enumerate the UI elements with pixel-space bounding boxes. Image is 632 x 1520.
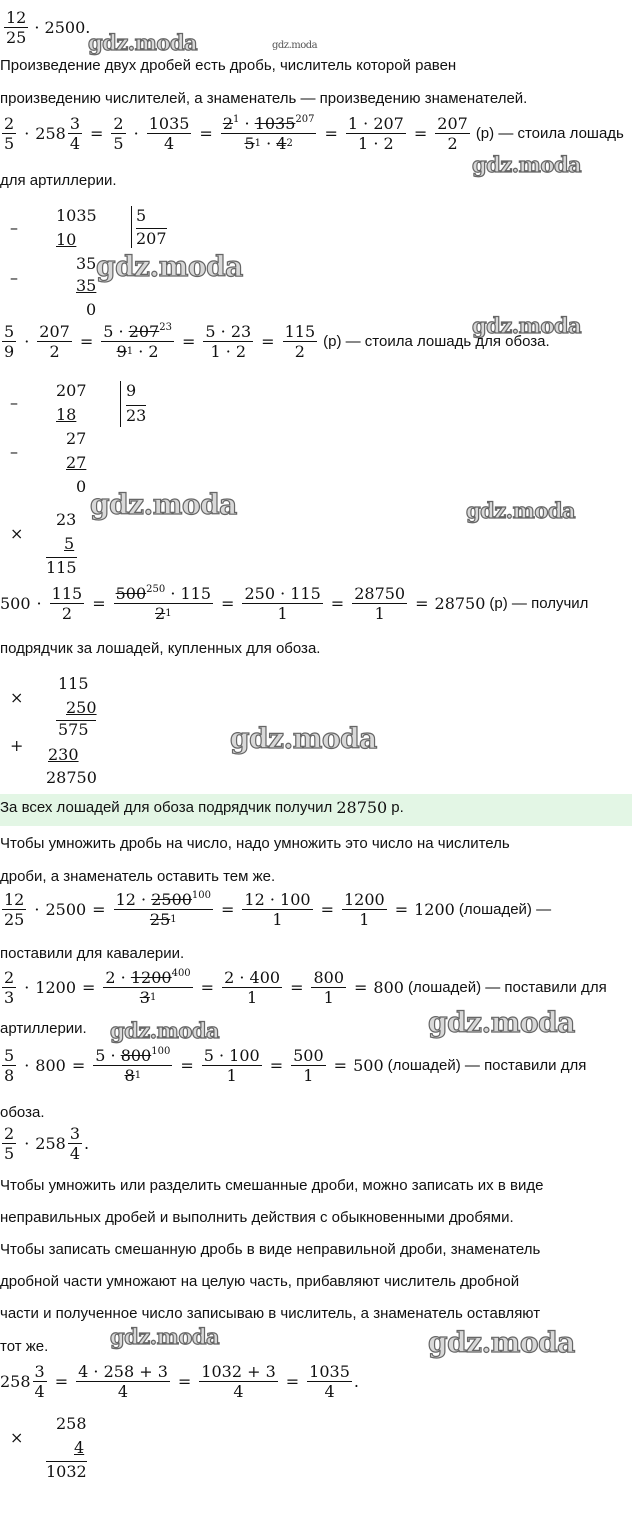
rule-text: неправильных дробей и выполнить действия с обыкновенными дробями. <box>0 1209 514 1226</box>
factor: 250 <box>66 698 97 717</box>
subtrahend: 35 <box>76 276 97 295</box>
cont-text: обоза. <box>0 1104 45 1121</box>
watermark: gdz.moda <box>88 30 198 55</box>
rule-text: части и полученное число записываю в числитель, а знаменатель оставляют <box>0 1305 541 1322</box>
rule-text: Чтобы умножить или разделить смешанные дроби, можно записать их в виде <box>0 1177 544 1194</box>
dividend: 207 <box>56 381 87 400</box>
subtrahend: 27 <box>66 453 87 472</box>
remainder: 0 <box>76 477 87 496</box>
quotient: 23 <box>126 406 147 425</box>
remainder: 35 <box>76 254 97 273</box>
cont-text: артиллерии. <box>0 1020 87 1037</box>
partial-product: 230 <box>48 745 79 764</box>
factor: 258 <box>56 1414 87 1433</box>
product: 1032 <box>46 1462 87 1481</box>
rule-line <box>56 720 96 721</box>
subtrahend: 18 <box>56 405 77 424</box>
factor: 115 <box>58 674 89 693</box>
divisor: 9 <box>126 381 137 400</box>
rule-text: Произведение двух дробей есть дробь, числитель которой равен <box>0 57 457 74</box>
product: 115 <box>46 558 77 577</box>
remainder: 27 <box>66 429 87 448</box>
watermark: gdz.moda <box>428 1006 575 1039</box>
watermark: gdz.moda <box>472 313 582 338</box>
product: 28750 <box>46 768 97 787</box>
equation-mixed-to-improper: 258 $\frac{3}{4}$ = $\frac{4 \cdot 258 + 3}{4}$ = $\frac{1032 + 3}{4}$ = $\frac{1035}{4}$ . <box>0 1362 359 1401</box>
equation-contractor: 500 · $\frac{115}{2}$ = $\frac{500^{250} \cdot 115}{21}$ = $\frac{250 \cdot 115}{1}$ = $\frac{28750}{1}$ = 28750 (р) — получил <box>0 584 589 623</box>
rule-text: Чтобы умножить дробь на число, надо умножить это число на числитель <box>0 835 510 852</box>
factor: 23 <box>56 510 77 529</box>
quotient: 207 <box>136 229 167 248</box>
partial-product: 575 <box>58 720 89 739</box>
rule-text: тот же. <box>0 1338 49 1355</box>
expr-12-25-times-2500: $\frac{12}{25}$ · 2500. <box>6 8 91 47</box>
watermark: gdz.moda <box>472 152 582 177</box>
watermark: gdz.moda <box>428 1326 575 1359</box>
subtrahend: 10 <box>56 230 77 249</box>
remainder: 0 <box>86 300 97 319</box>
equation-cavalry: $\frac{12}{25}$ · 2500 = $\frac{12 \cdot 2500^{100}}{251}$ = $\frac{12 \cdot 100}{1}$ = $\frac{1200}{1}$ = 1200 (лошадей) — <box>4 890 552 929</box>
times-sign: × <box>10 1428 24 1447</box>
equation-convoy: $\frac{5}{8}$ · 800 = $\frac{5 \cdot 800^{100}}{81}$ = $\frac{5 \cdot 100}{1}$ = $\frac{500}{1}$ = 500 (лошадей) — поставили для <box>4 1046 587 1085</box>
cont-text: для артиллерии. <box>0 172 117 189</box>
division-bar <box>131 206 132 248</box>
watermark: gdz.moda <box>272 40 318 51</box>
division-bar <box>120 381 121 427</box>
rule-text: дроби, а знаменатель оставить тем же. <box>0 868 276 885</box>
cont-text: поставили для кавалерии. <box>0 945 185 962</box>
minus-sign: – <box>10 442 18 461</box>
watermark: gdz.moda <box>90 488 237 521</box>
dividend: 1035 <box>56 206 97 225</box>
times-sign: × <box>10 688 24 707</box>
rule-text: Чтобы записать смешанную дробь в виде неправильной дроби, знаменатель <box>0 1241 541 1258</box>
factor: 4 <box>74 1438 85 1457</box>
equation-artillery: $\frac{2}{3}$ · 1200 = $\frac{2 \cdot 1200^{400}}{31}$ = $\frac{2 \cdot 400}{1}$ = $\frac{800}{1}$ = 800 (лошадей) — поставили для <box>4 968 607 1007</box>
watermark: gdz.moda <box>230 722 377 755</box>
factor: 5 <box>64 534 75 553</box>
cont-text: подрядчик за лошадей, купленных для обоза. <box>0 640 321 657</box>
watermark: gdz.moda <box>110 1324 220 1349</box>
equation-horse-artillery: $\frac{2}{5}$ · 258 $\frac{3}{4}$ = $\frac{2}{5}$ · $\frac{1035}{4}$ = $\frac{2^1 \cdot 1035^{207}}{51 \cdot 42}$ = $\frac{1 \cdot 207}{1 \cdot 2}$ = $\frac{207}{2}$ (р) — стоила лошадь <box>4 114 624 153</box>
minus-sign: – <box>10 393 18 412</box>
equation-horse-convoy: $\frac{5}{9}$ · $\frac{207}{2}$ = $\frac{5 \cdot 207^{23}}{91 \cdot 2}$ = $\frac{5 \cdot 23}{1 \cdot 2}$ = $\frac{115}{2}$ (р) — стоила лошадь для обоза. <box>4 322 550 361</box>
rule-text: дробной части умножают на целую часть, прибавляют числитель дробной <box>0 1273 520 1290</box>
minus-sign: – <box>10 218 18 237</box>
expr-2-5-times-mixed: $\frac{2}{5}$ · 258 $\frac{3}{4}$ . <box>4 1124 90 1163</box>
watermark: gdz.moda <box>96 250 243 283</box>
times-sign: × <box>10 524 24 543</box>
watermark: gdz.moda <box>110 1018 220 1043</box>
watermark: gdz.moda <box>466 498 576 523</box>
plus-sign: + <box>10 736 24 755</box>
minus-sign: – <box>10 268 18 287</box>
answer-line: За всех лошадей для обоза подрядчик получил 28750 р. <box>0 798 404 817</box>
divisor: 5 <box>136 206 147 225</box>
rule-text: произведению числителей, а знаменатель — произведению знаменателей. <box>0 90 528 107</box>
